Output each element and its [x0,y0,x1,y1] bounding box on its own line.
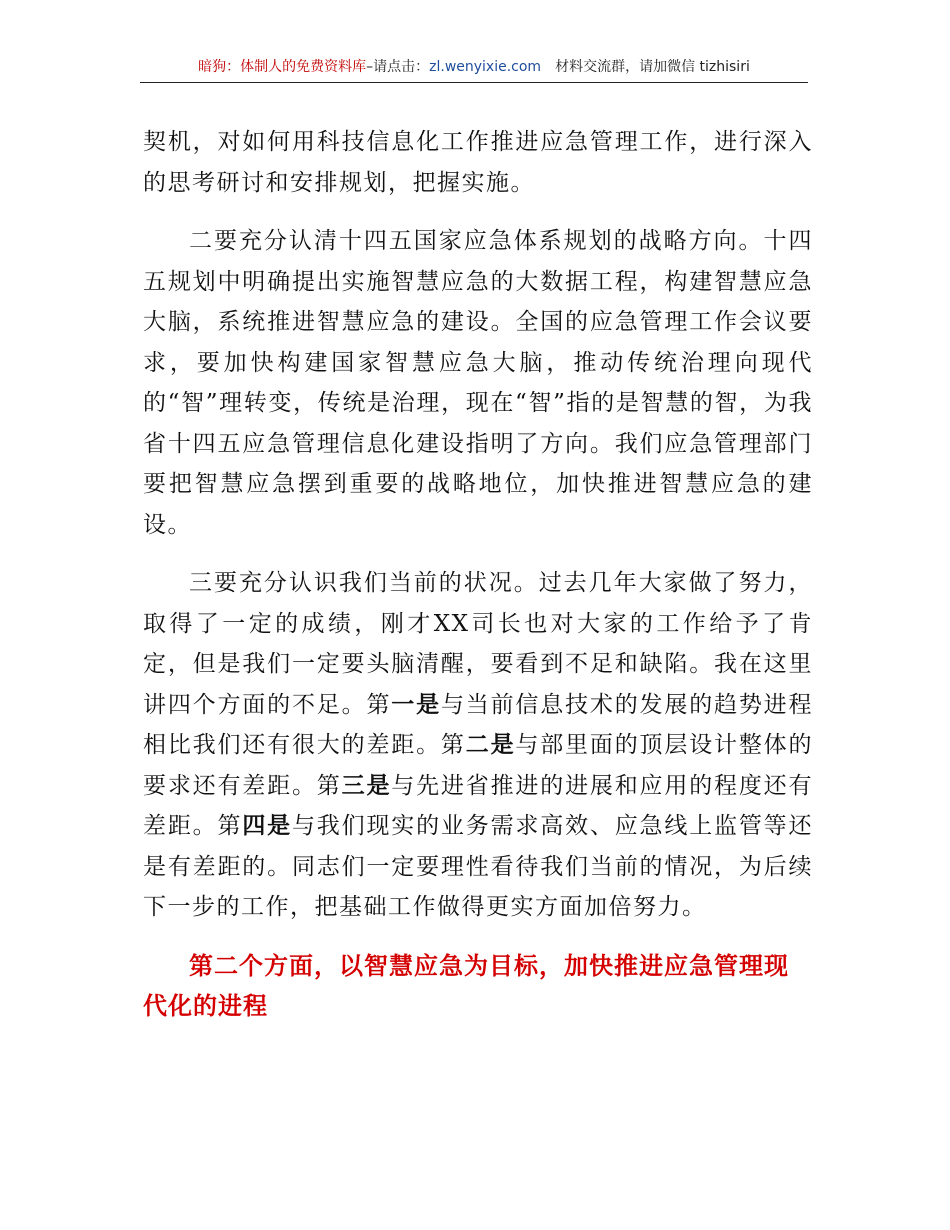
ordinal-two: 二是 [465,731,516,758]
paragraph-3-intro: 三要充分认识我们当前的状况。过去几年大家做了努力，取得了一定的成绩，刚才XX司长也对大家的工作给予了肯定，但是我们一定要头脑清醒，要看到不足和缺陷。我在这里讲四个方面的不足。第 [143,570,813,718]
paragraph-3-text-2: 与部里面的顶层设计整体的要求还有差距。第 [143,732,814,799]
page-header [140,56,808,83]
paragraph-3-text-4: 与我们现实的业务需求高效、应急线上监管等还是有差距的。同志们一定要理性看待我们当前的情况，为后续下一步的工作，把基础工作做得更实方面加倍努力。 [143,813,814,920]
paragraph-3 [143,563,813,928]
header-url-link[interactable]: zl.wenyixie.com [429,59,542,75]
ordinal-one: 一是 [391,690,441,718]
paragraph-1: 契机，对如何用科技信息化工作推进应急管理工作，进行深入的思考研讨和安排规划，把握实施。 [143,129,813,196]
header-contact: 材料交流群，请加微信 tizhisiri [555,59,750,75]
ordinal-four: 四是 [242,812,292,839]
paragraph-3-text-1: 与当前信息技术的发展的趋势进程相比我们还有很大的差距。第 [143,691,814,758]
paragraph-3-text-3: 与先进省推进的进展和应用的程度还有差距。第 [143,772,814,839]
section-heading: 第二个方面，以智慧应急为目标，加快推进应急管理现代化的进程 [143,951,789,1020]
header-brand: 暗狗：体制人的免费资料库 [198,59,367,75]
ordinal-three: 三是 [341,771,392,799]
header-prompt: –请点击： [366,59,430,75]
paragraph-2: 二要充分认清十四五国家应急体系规划的战略方向。十四五规划中明确提出实施智慧应急的大数据工程，构建智慧应急大脑，系统推进智慧应急的建设。全国的应急管理工作会议要求，要加快构建国家智慧应急大脑，推动传统治理向现代的“智”理转变，传统是治理，现在“智”指的是智慧的智，为我省十四五应急管理信息化建设指明了方向。我们应急管理部门要把智慧应急摆到重要的战略地位，加快推进智慧应急的建设。 [143,228,813,538]
document-body [143,122,813,1026]
